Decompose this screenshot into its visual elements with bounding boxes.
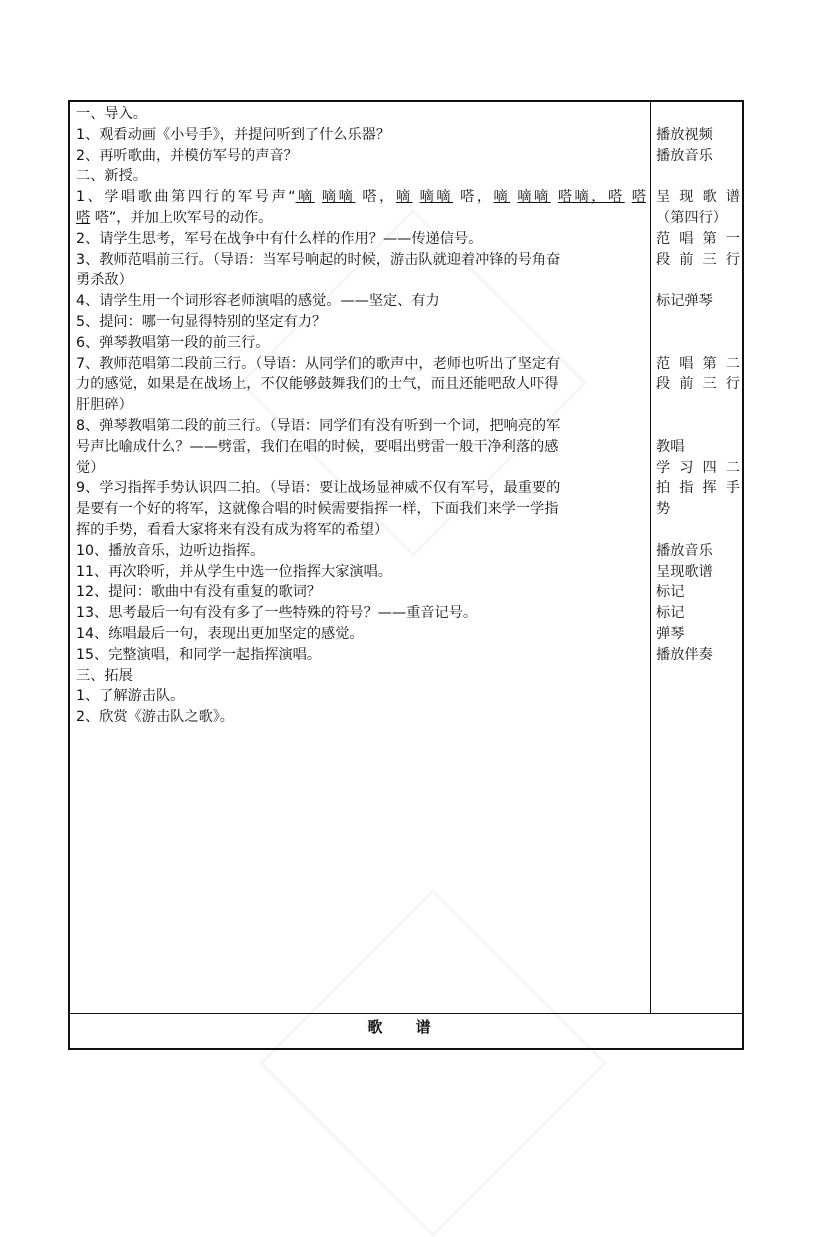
media-line: 标记 <box>656 605 685 622</box>
media-line: 播放伴奏 <box>656 646 713 663</box>
procedure-line: 号声比喻成什么？——劈雷，我们在唱的时候，要唱出劈雷一般干净利落的感 <box>76 438 559 455</box>
media-line: 势 <box>656 501 671 518</box>
media-line: 教唱 <box>656 438 685 455</box>
procedure-line: 8、弹琴教唱第二段的前三行。（导语：同学们有没有听到一个词，把响亮的军 <box>76 417 561 434</box>
procedure-line: 10、播放音乐，边听边指挥。 <box>76 542 265 559</box>
procedure-line: 14、练唱最后一句，表现出更加坚定的感觉。 <box>76 625 364 642</box>
procedure-line: 13、思考最后一句有没有多了一些特殊的符号？——重音记号。 <box>76 605 478 622</box>
procedure-line: 4、请学生用一个词形容老师演唱的感觉。——坚定、有力 <box>76 293 440 310</box>
procedure-line: 三、拓展 <box>76 667 133 684</box>
media-line: 播放视频 <box>656 126 713 143</box>
score-section-title: 歌 谱 <box>367 1018 445 1036</box>
media-line <box>656 333 740 354</box>
media-line: 标记弹琴 <box>656 293 713 310</box>
procedure-line-bugle-2: 嗒 嗒”，并加上吹军号的动作。 <box>76 209 273 226</box>
media-column <box>656 104 740 666</box>
media-line <box>656 104 740 125</box>
media-line <box>656 166 740 187</box>
media-line: 播放音乐 <box>656 542 713 559</box>
procedure-line: 3、教师范唱前三行。（导语：当军号响起的时候，游击队就迎着冲锋的号角奋 <box>76 251 561 268</box>
procedure-line: 2、再听歌曲，并模仿军号的声音？ <box>76 147 298 164</box>
procedure-line: 11、再次聆听，并从学生中选一位指挥大家演唱。 <box>76 563 392 580</box>
procedure-line: 力的感觉，如果是在战场上，不仅能够鼓舞我们的士气，而且还能吧敌人吓得 <box>76 376 559 393</box>
media-line: 标记 <box>656 584 685 601</box>
procedure-line: 是要有一个好的将军，这就像合唱的时候需要指挥一样，下面我们来学一学指 <box>76 501 559 518</box>
media-line: 范唱第一 <box>656 230 740 247</box>
media-line: 弹琴 <box>656 625 685 642</box>
procedure-line: 12、提问：歌曲中有没有重复的歌词？ <box>76 584 322 601</box>
procedure-line: 9、学习指挥手势认识四二拍。（导语：要让战场显神威不仅有军号，最重要的 <box>76 480 561 497</box>
procedure-line-bugle-1: 1、学唱歌曲第四行的军号声“嘀 嘀嘀 嗒，嘀 嘀嘀 嗒，嘀 嘀嘀 嗒嘀，嗒 嗒 <box>76 189 646 206</box>
column-divider <box>650 102 651 1013</box>
procedure-line: 7、教师范唱第二段前三行。（导语：从同学们的歌声中，老师也听出了坚定有 <box>76 355 561 372</box>
media-line <box>656 520 740 541</box>
procedure-line: 2、欣赏《游击队之歌》。 <box>76 709 234 726</box>
media-line <box>656 312 740 333</box>
procedure-line: 15、完整演唱，和同学一起指挥演唱。 <box>76 646 322 663</box>
procedure-line: 6、弹琴教唱第一段的前三行。 <box>76 334 270 351</box>
media-line: 拍指挥手 <box>656 480 740 497</box>
procedure-line: 1、观看动画《小号手》，并提问听到了什么乐器？ <box>76 126 391 143</box>
procedure-column <box>76 104 646 728</box>
media-line: 范唱第二 <box>656 355 740 372</box>
procedure-line: 勇杀敌） <box>76 272 133 289</box>
lesson-table <box>68 100 744 1050</box>
media-line: 段前三行 <box>656 376 740 393</box>
procedure-line: 肝胆碎） <box>76 397 133 414</box>
procedure-line: 一、导入。 <box>76 106 147 122</box>
procedure-line: 5、提问：哪一句显得特别的坚定有力？ <box>76 313 327 330</box>
media-line: 呈现歌谱 <box>656 563 713 580</box>
media-line <box>656 270 740 291</box>
procedure-line: 2、请学生思考，军号在战争中有什么样的作用？——传递信号。 <box>76 230 483 247</box>
procedure-line: 1、了解游击队。 <box>76 688 185 705</box>
media-line: （第四行） <box>656 209 727 226</box>
procedure-line: 挥的手势，看看大家将来有没有成为将军的希望） <box>76 521 389 538</box>
media-line <box>656 395 740 416</box>
media-line: 学习四二 <box>656 459 740 476</box>
procedure-line: 二、新授。 <box>76 168 147 185</box>
media-line: 播放音乐 <box>656 147 713 164</box>
procedure-line: 觉） <box>76 459 105 476</box>
media-line <box>656 416 740 437</box>
media-line: 段前三行 <box>656 251 740 268</box>
media-line: 呈现歌谱 <box>656 189 740 206</box>
